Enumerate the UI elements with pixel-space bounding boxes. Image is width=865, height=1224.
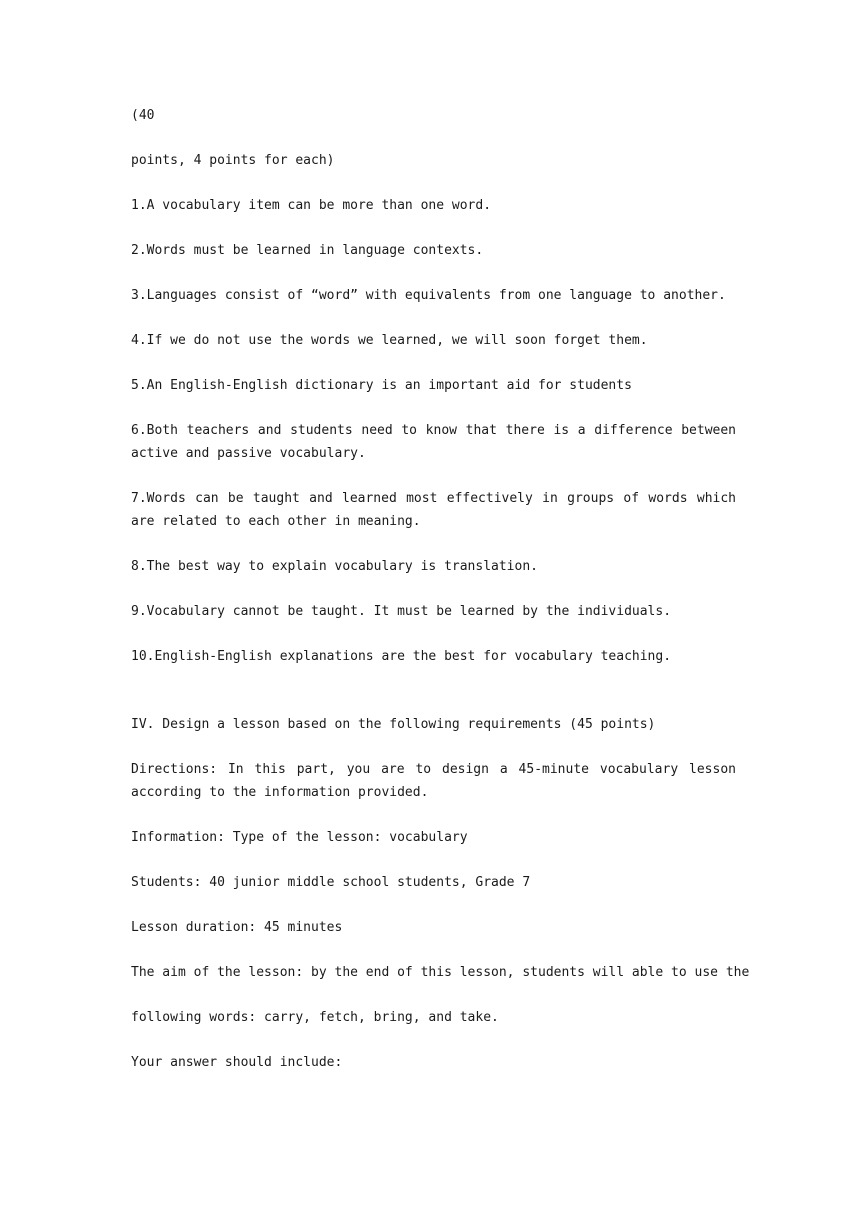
section-heading: IV. Design a lesson based on the following requirements (45 points): [131, 717, 656, 732]
students-text: Students: 40 junior middle school students, Grade 7: [131, 875, 531, 890]
points-header-line2: points, 4 points for each): [131, 153, 335, 168]
directions-text: Directions: In this part, you are to design a 45-minute vocabulary lesson according to the information provided.: [131, 762, 736, 800]
statement-8: 8.The best way to explain vocabulary is translation.: [131, 559, 538, 574]
statement-2: 2.Words must be learned in language contexts.: [131, 243, 484, 258]
statement-1: 1.A vocabulary item can be more than one word.: [131, 198, 492, 213]
aim-text-line1: The aim of the lesson: by the end of this lesson, students will able to use the: [131, 965, 750, 980]
answer-intro-text: Your answer should include:: [131, 1055, 343, 1070]
statement-9: 9.Vocabulary cannot be taught. It must be learned by the individuals.: [131, 604, 672, 619]
aim-text-line2: following words: carry, fetch, bring, and take.: [131, 1010, 499, 1025]
information-text: Information: Type of the lesson: vocabulary: [131, 830, 468, 845]
duration-text: Lesson duration: 45 minutes: [131, 920, 343, 935]
statement-4: 4.If we do not use the words we learned, we will soon forget them.: [131, 333, 648, 348]
statement-7: 7.Words can be taught and learned most effectively in groups of words which are related to each other in meaning.: [131, 491, 736, 529]
statement-5: 5.An English-English dictionary is an important aid for students: [131, 378, 632, 393]
statement-6: 6.Both teachers and students need to know that there is a difference between active and passive vocabulary.: [131, 423, 736, 461]
statement-10: 10.English-English explanations are the best for vocabulary teaching.: [131, 649, 672, 664]
document-page: [131, 104, 750, 1074]
points-header-line1: (40: [131, 108, 155, 123]
statement-3: 3.Languages consist of “word” with equivalents from one language to another.: [131, 288, 726, 303]
